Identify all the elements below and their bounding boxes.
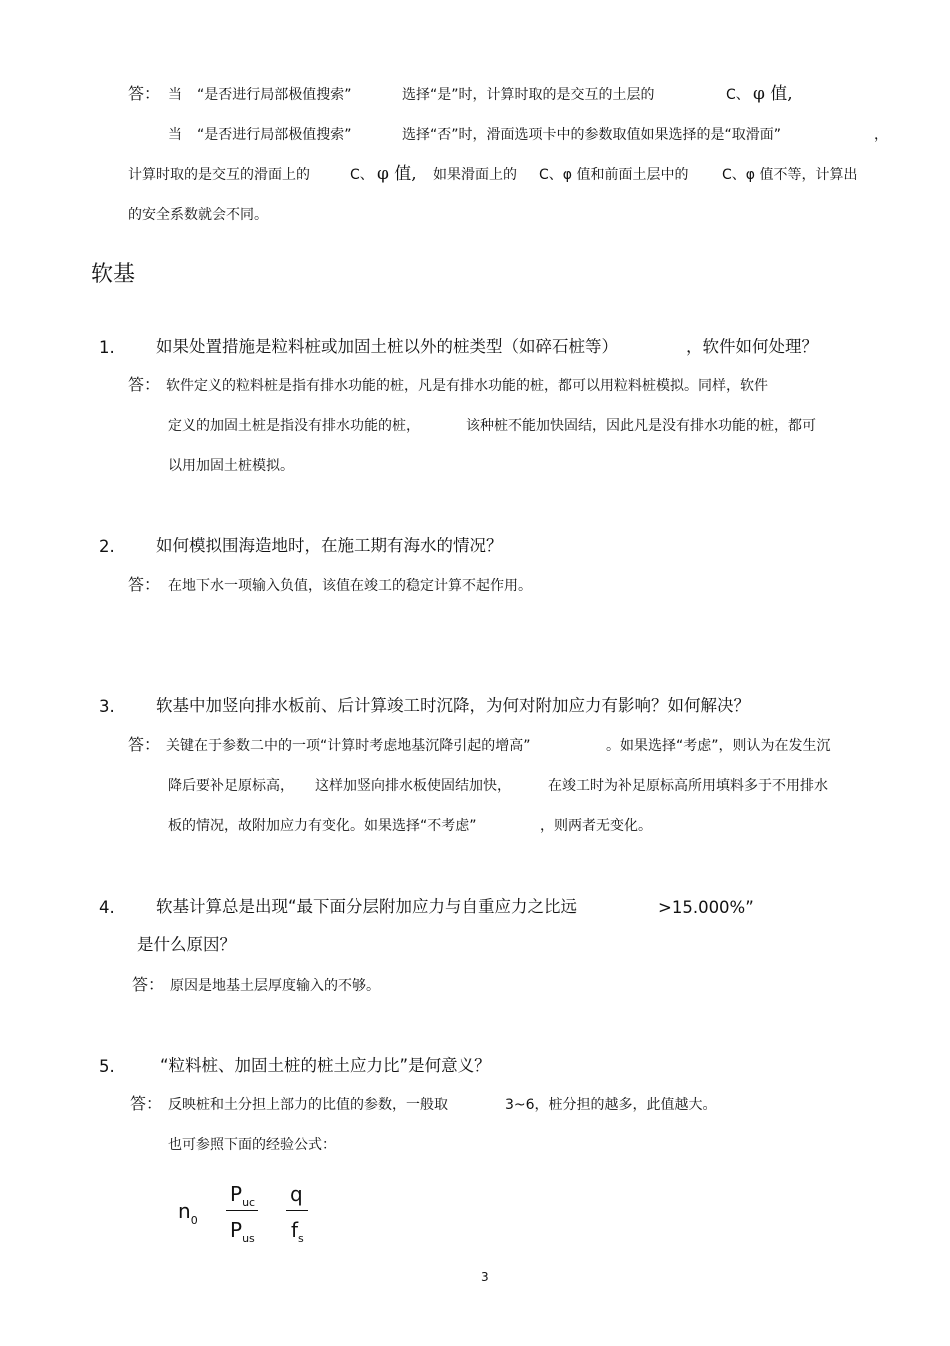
q4-question-c: 是什么原因？	[137, 935, 236, 954]
formula-numerator-p: $P_{uc}$	[230, 1182, 256, 1209]
q3-answer-line2-c: 在竣工时为补足原标高所用填料多于不用排水	[548, 778, 828, 794]
intro-line2-c: 选择“否”时，滑面选项卡中的参数取值如果选择的是“取滑面”	[402, 127, 782, 143]
q5-answer-line1-a: 反映桩和土分担上部力的比值的参数，一般取	[168, 1097, 448, 1113]
q1-question-a: 如果处置措施是粒料桩或加固土桩以外的桩类型（如碎石桩等）	[156, 337, 618, 356]
q1-answer-label: 答：	[128, 375, 161, 394]
q3-answer-label: 答：	[128, 735, 161, 754]
intro-line1-d: C、	[726, 87, 750, 103]
formula-numerator-q: q	[290, 1182, 303, 1206]
intro-line2-a: 当	[168, 127, 182, 143]
page-number: 3	[481, 1270, 489, 1284]
q3-answer-line1-b: 。如果选择“考虑”，则认为在发生沉	[606, 738, 831, 754]
intro-line1-a: 当	[168, 87, 182, 103]
formula-fraction-bar-2	[286, 1210, 308, 1211]
q3-answer-line3-b: ，则两者无变化。	[540, 818, 652, 834]
q4-number: 4.	[99, 898, 115, 917]
q1-question-b: ，软件如何处理？	[686, 337, 818, 356]
q3-question: 软基中加竖向排水板前、后计算竣工时沉降，为何对附加应力有影响？如何解决？	[156, 696, 750, 715]
intro-line2-b: “是否进行局部极值搜索”	[197, 127, 352, 143]
formula-fraction-bar-1	[226, 1210, 258, 1211]
intro-line3-c: φ 值,	[377, 164, 417, 184]
intro-line1-b: “是否进行局部极值搜索”	[197, 87, 352, 103]
q2-answer-line1: 在地下水一项输入负值，该值在竣工的稳定计算不起作用。	[168, 578, 532, 594]
q3-answer-line2-a: 降后要补足原标高，	[168, 778, 294, 794]
intro-line3-d: 如果滑面上的	[433, 167, 517, 183]
q4-question-b: >15.000%”	[658, 898, 754, 917]
q1-answer-line1: 软件定义的粒料桩是指有排水功能的桩，凡是有排水功能的桩，都可以用粒料桩模拟。同样，软件	[166, 378, 768, 394]
section-title: 软基	[91, 262, 136, 287]
q5-question: “粒料桩、加固土桩的桩土应力比”是何意义？	[160, 1056, 491, 1075]
formula-n: $n_0$	[178, 1199, 198, 1227]
q2-answer-label: 答：	[128, 575, 161, 594]
intro-line3-f: C、φ 值不等，计算出	[722, 167, 858, 183]
q3-answer-line3-a: 板的情况，故附加应力有变化。如果选择“不考虑”	[168, 818, 477, 834]
intro-line1-e: φ 值,	[753, 84, 793, 104]
q5-number: 5.	[99, 1057, 115, 1076]
intro-line1-c: 选择“是”时，计算时取的是交互的土层的	[402, 87, 655, 103]
q1-answer-line3: 以用加固土桩模拟。	[168, 458, 294, 474]
q2-question: 如何模拟围海造地时，在施工期有海水的情况？	[156, 536, 503, 555]
q4-answer-line1: 原因是地基土层厚度输入的不够。	[170, 978, 380, 994]
q3-number: 3.	[99, 697, 115, 716]
intro-line3-e: C、φ 值和前面土层中的	[539, 167, 689, 183]
q1-answer-line2-a: 定义的加固土桩是指没有排水功能的桩，	[168, 418, 420, 434]
q3-answer-line1-a: 关键在于参数二中的一项“计算时考虑地基沉降引起的增高”	[166, 738, 531, 754]
intro-line2-d: ，	[874, 127, 888, 143]
intro-line4: 的安全系数就会不同。	[128, 207, 268, 223]
q4-question-a: 软基计算总是出现“最下面分层附加应力与自重应力之比远	[156, 897, 578, 916]
q5-answer-label: 答：	[130, 1094, 163, 1113]
answer-label: 答：	[128, 84, 161, 103]
q1-number: 1.	[99, 338, 115, 357]
q3-answer-line2-b: 这样加竖向排水板使固结加快，	[315, 778, 511, 794]
intro-line3-a: 计算时取的是交互的滑面上的	[128, 167, 310, 183]
q2-number: 2.	[99, 537, 115, 556]
q5-answer-line2: 也可参照下面的经验公式：	[168, 1137, 336, 1153]
formula-denominator-p: $P_{us}$	[230, 1218, 255, 1245]
formula-denominator-f: $f_s$	[291, 1218, 304, 1245]
q1-answer-line2-b: 该种桩不能加快固结，因此凡是没有排水功能的桩，都可	[466, 418, 816, 434]
intro-line3-b: C、	[350, 167, 374, 183]
q4-answer-label: 答：	[132, 975, 165, 994]
q5-answer-line1-b: 3~6，桩分担的越多，此值越大。	[505, 1097, 717, 1113]
